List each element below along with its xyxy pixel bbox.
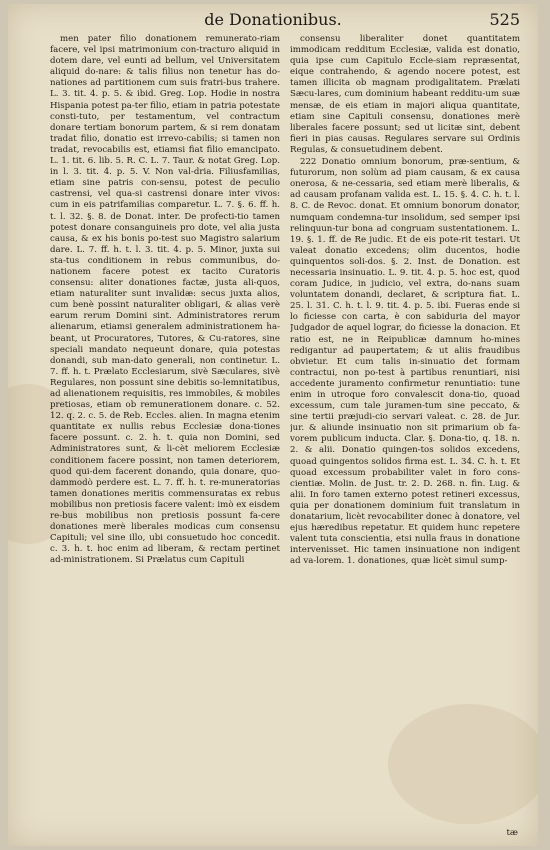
left-column	[50, 34, 280, 826]
page-header	[8, 10, 538, 32]
text-columns	[50, 34, 520, 826]
running-title: de Donationibus.	[204, 10, 342, 29]
right-column	[290, 34, 520, 826]
page-number: 525	[489, 10, 520, 29]
book-page	[8, 4, 538, 846]
paragraph: consensu liberaliter donet quantitatem immodicam redditum Ecclesiæ, valida est donatio, quia ipse cum Capitulo Eccle-siam repræsentat, eique contrahendo, & agendo nocere potest, est tamen illicita ob magnam prodigalitatem. Prælati Sæcu-lares, cum dominium habeant redditu-um suæ mensæ, de eis etiam in majori aliqua quantitate, etiam sine Capituli consensu, donationes merè liberales facere possunt; sed ut licitæ sint, debent fieri in pias causas. Regulares servare sui Ordinis Regulas, & consuetudinem debent.	[290, 34, 520, 155]
paragraph: men pater filio donationem remunerato-riam facere, vel ipsi matrimonium con-tracturo aliquid in dotem dare, vel eunti ad bellum, vel Universitatem aliquid do-nare: & talis filius non tenetur has do-nationes ad partitionem cum suis fratri-bus trahere. L. 3. tit. 4. p. 5. & ibid. Greg. Lop. Hodie in nostra Hispania potest pa-ter filio, etiam in patria potestate consti-tuto, per testamentum, vel contractum donare tertiam bonorum partem, & si rem donatam tradat filio, donatio est irrevo-cabilis; si tamen non tradat, revocabilis est, etiamsi fiat filio emancipato. L. 1. tit. 6. lib. 5. R. C. L. 7. Taur. & notat Greg. Lop. in l. 3. tit. 4. p. 5. V. Non val-dria. Filiusfamilias, etiam sine patris con-sensu, potest de peculio castrensi, vel qua-si castrensi donare inter vivos: cum in eis patrifamilias comparetur. L. 7. §. 6. ff. h. t. l. 32. §. 8. de Donat. inter. De profecti-tio tamen potest donare consanguineis pro dote, vel alia justa causa, & ex his bonis po-test suo Magistro salarium dare. L. 7. ff. h. t. l. 3. tit. 4. p. 5. Minor, juxta sui sta-tus conditionem in rebus communibus, do-nationem facere potest ex tacito Curatoris consensu: aliter donationes factæ, justa ali-quos, etiam naturaliter sunt invalidæ: secus juxta alios, cum benè possint naturaliter obligari, & alias verè earum rerum Domini sint. Administratores rerum alienarum, etiamsi generalem administrationem ha-beant, ut Procuratores, Tutores, & Cu-ratores, sine speciali mandato nequeunt donare, quia potestas donandi, sub man-dato generali, non continetur. L. 7. ff. h. t. Prælato Ecclesiarum, sivè Sæculares, sivè Regulares, non possunt sine debitis so-lemnitatibus, ad alienationem requisitis, res immobiles, & mobiles pretiosas, etiam ob remunerationem donare. c. 52. 12. q. 2. c. 5. de Reb. Eccles. alien. In magna etenim quantitate ex nullis rebus Ecclesiæ dona-tiones facere possunt. c. 2. h. t. quia non Domini, sed Administratores sunt, & li-cèt meliorem Ecclesiæ conditionem facere possint, non tamen deteriorem, quod qui-dem facerent donando, quia donare, quo-dammodò perdere est. L. 7. ff. h. t. re-muneratorias tamen donationes meritis commensuratas ex rebus mobilibus non pretiosis facere valent: imò ex eisdem re-bus mobilibus non pretiosis possunt fa-cere donationes merè liberales modicas cum consensu Capituli; vel sine illo, ubi consuetudo hoc concedit. c. 3. h. t. hoc enim ad liberam, & rectam pertinet ad-ministrationem. Si Prælatus cum Capituli	[50, 34, 280, 566]
paragraph: 222 Donatio omnium bonorum, præ-sentium, & futurorum, non solùm ad piam causam, & ex causa onerosa, & ne-cessaria, sed etiam merè liberalis, & ad causam profanam valida est. L. 15. §. 4. C. h. t. l. 8. C. de Revoc. donat. Et omnium bonorum donator, numquam condemna-tur insolidum, sed semper ipsi relinquun-tur bona ad congruam sustentationem. L. 19. §. 1. ff. de Re judic. Et de eis pote-rit testari. Ut valeat donatio excedens; olim ducentos, hodie quinquentos soli-dos. §. 2. Inst. de Donation. est necessaria insinuatio. L. 9. tit. 4. p. 5. hoc est, quod coram Judice, in judicio, vel extra, do-nans suam voluntatem donandi, declaret, & scriptura fiat. L. 25. l. 31. C. h. t. l. 9. tit. 4. p. 5. ibi. Fueras ende si lo ficiesse con carta, è con sabiduria del mayor Judgador de aquel lograr, do ficiesse la donacion. Et ratio est, ne in Reipublicæ damnum ho-mines redigantur ad paupertatem; & ut aliis fraudibus obvietur. Et cum talis in-sinuatio det formam contractui, non po-test à partibus renuntiari, nisi accedente juramento confirmetur renuntiatio: tune enim in utroque foro convalescit dona-tio, quoad excessum, cum tale juramen-tum sine peccato, & sine tertii præjudi-cio servari valeat. c. 28. de Jur. jur. & aliunde insinuatio non sit primarium ob fa-vorem publicum inducta. Clar. §. Dona-tio, q. 18. n. 2. & alii. Donatio quingen-tos solidos excedens, quoad quingentos solidos firma est. L. 34. C. h. t. Et quoad excessum probabiliter valet in foro cons-cientiæ. Molin. de Just. tr. 2. D. 268. n. fin. Lug. & alii. In foro tamen externo potest retineri excessus, quia per donationem dominium fuit translatum in donatarium, licèt revocabiliter donec à donatore, vel ejus hæredibus repetatur. Et quidem hunc repetere valent tuta conscientia, etsi nulla fraus in donatione intervenisset. Hic tamen insinuatione non indigent ad va-lorem. 1. donationes, quæ licèt simul sump-	[290, 157, 520, 567]
catchword: tæ	[506, 828, 518, 838]
